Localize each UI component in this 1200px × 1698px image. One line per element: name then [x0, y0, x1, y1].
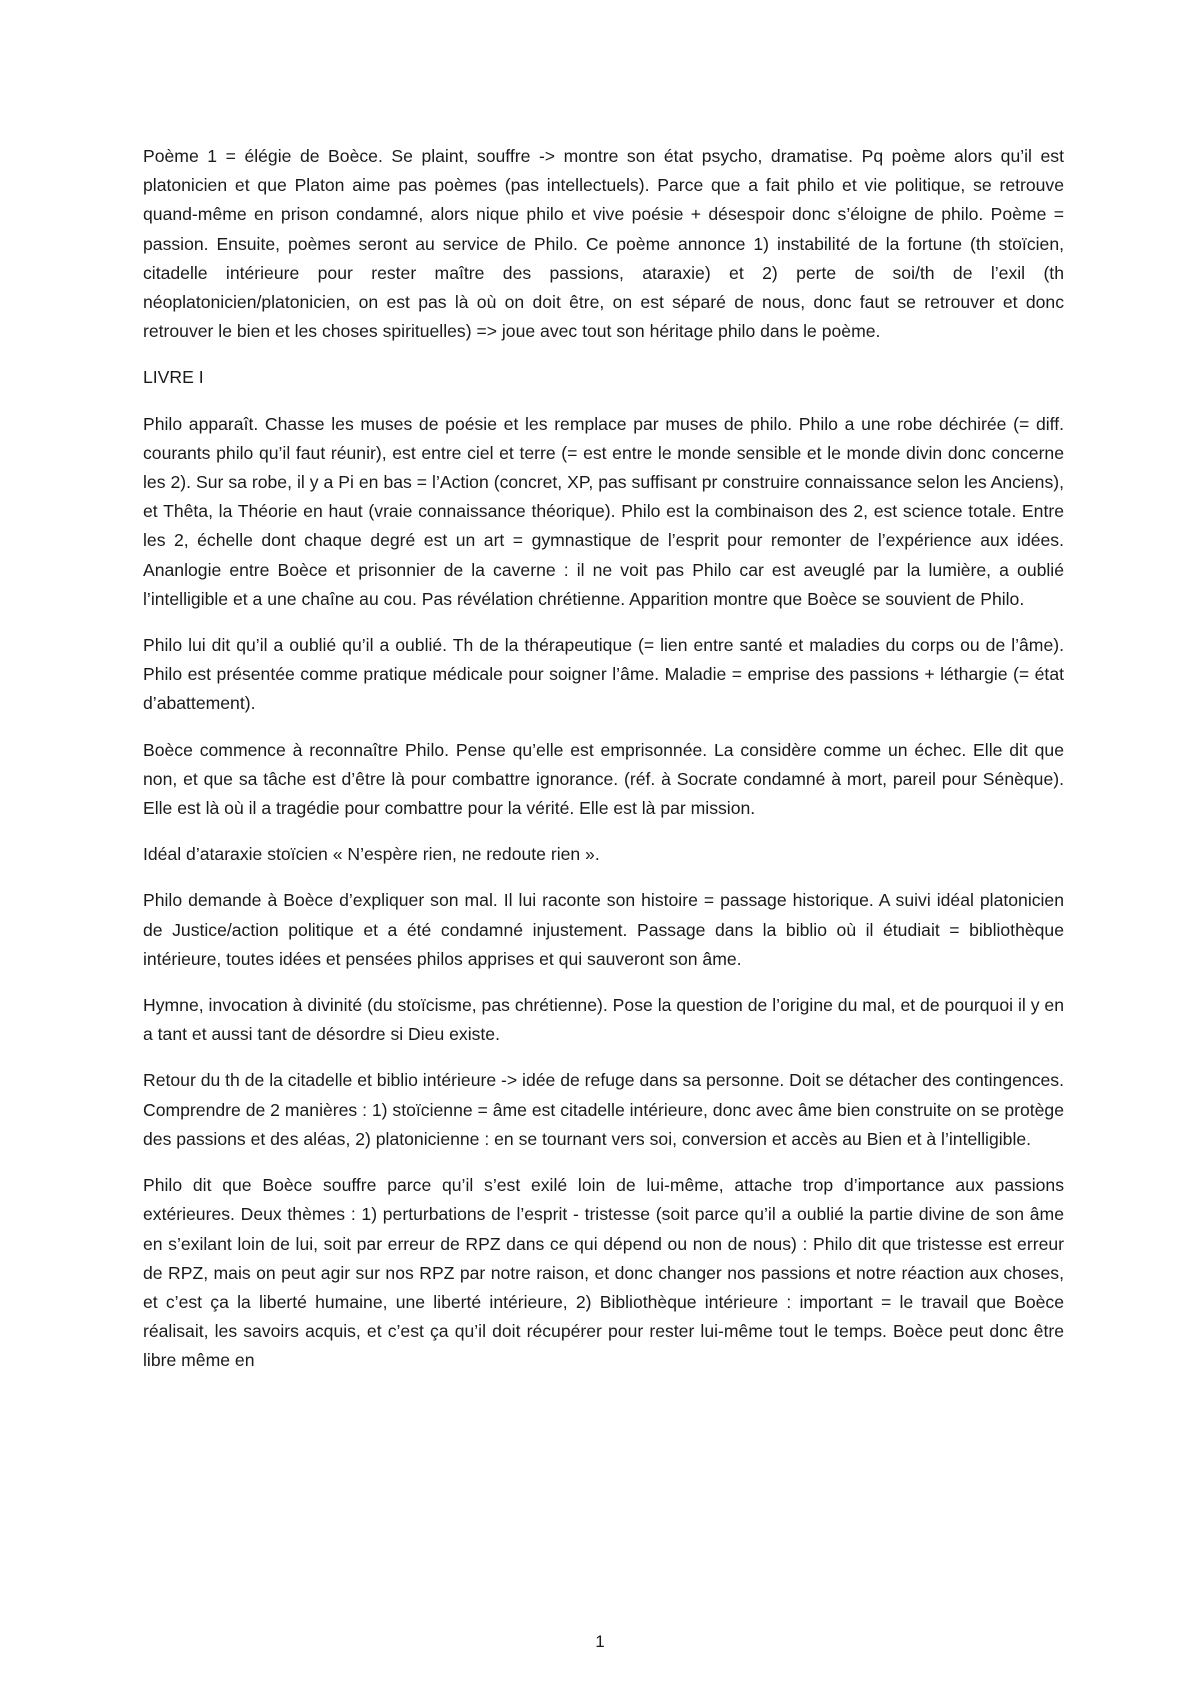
paragraph-history: Philo demande à Boèce d’expliquer son mal. Il lui raconte son histoire = passage historique. A suivi idéal platonicien de Justice/action politique et a été condamné injustement. Passage dans la biblio où il étudiait = bibliothèque intérieure, toutes idées et pensées philos apprises et qui sauveront son âme.	[143, 890, 1064, 969]
section-heading-livre-1: LIVRE I	[143, 367, 204, 388]
paragraph-ataraxia: Idéal d’ataraxie stoïcien « N’espère rien, ne redoute rien ».	[143, 844, 600, 865]
paragraph-exile: Philo dit que Boèce souffre parce qu’il s’est exilé loin de lui-même, attache trop d’importance aux passions extérieures. Deux thèmes : 1) perturbations de l’esprit - tristesse (soit parce qu’il a oublié la partie divine de son âme en s’exilant loin de lui, soit par erreur de RPZ dans ce qui dépend ou non de nous) : Philo dit que tristesse est erreur de RPZ, mais on peut agir sur nos RPZ par notre raison, et donc changer nos passions et notre réaction aux choses, et c’est ça la liberté humaine, une liberté intérieure, 2) Bibliothèque intérieure : important = le travail que Boèce réalisait, les savoirs acquis, et c’est ça qu’il doit récupérer pour rester lui-même tout le temps. Boèce peut donc être libre même en	[143, 1175, 1064, 1371]
paragraph-philo-appears: Philo apparaît. Chasse les muses de poésie et les remplace par muses de philo. Philo a une robe déchirée (= diff. courants philo qu’il faut réunir), est entre ciel et terre (= est entre le monde sensible et le monde divin donc concerne les 2). Sur sa robe, il y a Pi en bas = l’Action (concret, XP, pas suffisant pr construire connaissance selon les Anciens), et Thêta, la Théorie en haut (vraie connaissance théorique). Philo est la combinaison des 2, est science totale. Entre les 2, échelle dont chaque degré est un art = gymnastique de l’esprit pour remonter de l’expérience aux idées. Ananlogie entre Boèce et prisonnier de la caverne : il ne voit pas Philo car est aveuglé par la lumière, a oublié l’intelligible et a une chaîne au cou. Pas révélation chrétienne. Apparition montre que Boèce se souvient de Philo.	[143, 413, 1064, 609]
page-number: 1	[595, 1632, 605, 1651]
paragraph-citadel: Retour du th de la citadelle et biblio intérieure -> idée de refuge dans sa personne. Doit se détacher des contingences. Comprendre de 2 manières : 1) stoïcienne = âme est citadelle intérieure, donc avec âme bien construite on se protège des passions et des aléas, 2) platonicienne : en se tournant vers soi, conversion et accès au Bien et à l’intelligible.	[143, 1070, 1064, 1149]
paragraph-hymn: Hymne, invocation à divinité (du stoïcisme, pas chrétienne). Pose la question de l’origine du mal, et de pourquoi il y en a tant et aussi tant de désordre si Dieu existe.	[143, 995, 1064, 1045]
paragraph-therapeutic: Philo lui dit qu’il a oublié qu’il a oublié. Th de la thérapeutique (= lien entre santé et maladies du corps ou de l’âme). Philo est présentée comme pratique médicale pour soigner l’âme. Maladie = emprise des passions + léthargie (= état d’abattement).	[143, 635, 1064, 714]
paragraph-recognition: Boèce commence à reconnaître Philo. Pense qu’elle est emprisonnée. La considère comme un échec. Elle dit que non, et que sa tâche est d’être là pour combattre ignorance. (réf. à Socrate condamné à mort, pareil pour Sénèque). Elle est là où il a tragédie pour combattre pour la vérité. Elle est là par mission.	[143, 739, 1064, 819]
paragraph-poem-1: Poème 1 = élégie de Boèce. Se plaint, souffre -> montre son état psycho, dramatise. Pq poème alors qu’il est platonicien et que Platon aime pas poèmes (pas intellectuels). Parce que a fait philo et vie politique, se retrouve quand-même en prison condamné, alors nique philo et vive poésie + désespoir donc s’éloigne de philo. Poème = passion. Ensuite, poèmes seront au service de Philo. Ce poème annonce 1) instabilité de la fortune (th stoïcien, citadelle intérieure pour rester maître des passions, ataraxie) et 2) perte de soi/th de l’exil (th néoplatonicien/platonicien, on est pas là où on doit être, on est séparé de nous, donc faut se retrouver et donc retrouver le bien et les choses spirituelles) => joue avec tout son héritage philo dans le poème.	[143, 146, 1064, 342]
document-page	[143, 142, 1064, 1393]
